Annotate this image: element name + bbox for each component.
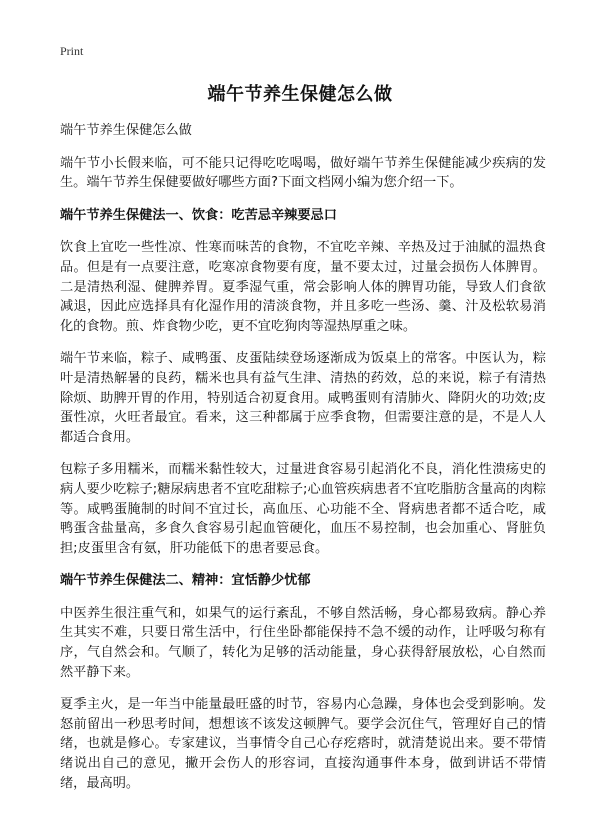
section-heading-1: 端午节养生保健法一、饮食：吃苦忌辛辣要忌口 — [60, 207, 337, 223]
section2-paragraph: 中医养生很注重气和，如果气的运行紊乱，不够自然活畅，身心都易致病。静心养生其实不难，只要日常生活中，行住坐卧都能保持不急不缓的动作，让呼吸匀称有序，气自然会和。气顺了，转化为足够的活动能量，身心获得舒展放松，心自然而然平静下来。 — [60, 605, 546, 680]
intro-paragraph: 端午节小长假来临，可不能只记得吃吃喝喝，做好端午节养生保健能减少疾病的发生。端午节养生保健要做好哪些方面?下面文档网小编为您介绍一下。 — [60, 155, 546, 191]
document-body — [60, 121, 546, 806]
print-label: Print — [60, 44, 84, 58]
section1-paragraph: 饮食上宜吃一些性凉、性寒而味苦的食物，不宜吃辛辣、辛热及过于油腻的温热食品。但是有一点要注意，吃寒凉食物要有度，量不要太过，过量会损伤人体脾胃。二是清热利湿、健脾养胃。夏季湿气重，常会影响人体的脾胃功能，导致人们食欲减退，因此应选择具有化湿作用的清淡食物，并且多吃一些汤、羹、汁及松软易消化的食物。煎、炸食物少吃，更不宜吃狗肉等湿热厚重之味。 — [60, 240, 546, 334]
document-subtitle: 端午节养生保健怎么做 — [60, 123, 192, 138]
section1-paragraph: 端午节来临，粽子、咸鸭蛋、皮蛋陆续登场逐渐成为饭桌上的常客。中医认为，粽叶是清热解暑的良药，糯米也具有益气生津、清热的药效，总的来说，粽子有清热除烦、助脾开胃的作用，特别适合初夏食用。咸鸭蛋则有清肺火、降阴火的功效;皮蛋性凉，火旺者最宜。看来，这三种都属于应季食物，但需要注意的是，不是人人都适合食用。 — [60, 351, 546, 445]
section1-paragraph: 包粽子多用糯米，而糯米黏性较大，过量进食容易引起消化不良，消化性溃疡史的病人要少吃粽子;糖尿病患者不宜吃甜粽子;心血管疾病患者不宜吃脂肪含量高的肉粽等。咸鸭蛋腌制的时间不宜过长，高血压、心功能不全、肾病患者都不适合吃，咸鸭蛋含盐量高，多食久食容易引起血管硬化，血压不易控制，也会加重心、肾脏负担;皮蛋里含有氨，肝功能低下的患者要忌食。 — [60, 462, 546, 556]
section2-paragraph: 夏季主火，是一年当中能量最旺盛的时节，容易内心急躁，身体也会受到影响。发怒前留出一秒思考时间，想想该不该发这顿脾气。要学会沉住气，管理好自己的情绪，也就是修心。专家建议，当事情令自己心存疙瘩时，就清楚说出来。要不带情绪说出自己的意见，撇开会伤人的形容词，直接沟通事件本身，做到讲话不带情绪，最高明。 — [60, 697, 546, 791]
section-heading-2: 端午节养生保健法二、精神：宜恬静少忧郁 — [60, 573, 311, 589]
page-title: 端午节养生保健怎么做 — [207, 84, 393, 105]
